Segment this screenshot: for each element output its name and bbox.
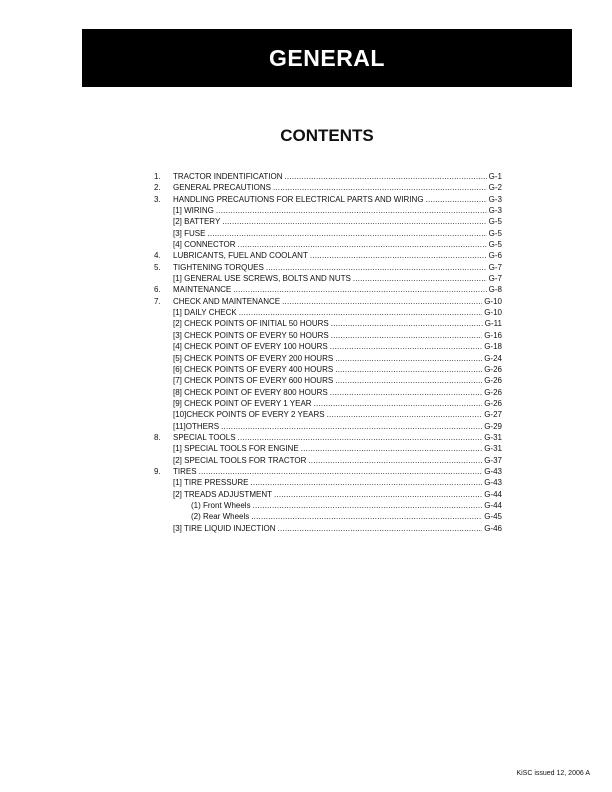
toc-dot-leader	[274, 489, 482, 500]
toc-entry[interactable]	[154, 353, 502, 364]
toc-page-number: G-27	[484, 410, 502, 420]
toc-dot-leader	[238, 239, 487, 250]
toc-entry-title: [1] TIRE PRESSURE	[173, 478, 249, 488]
toc-entry-number: 2.	[154, 183, 161, 193]
toc-entry-number: 9.	[154, 466, 161, 476]
toc-page-number: G-46	[484, 523, 502, 533]
toc-dot-leader	[301, 443, 483, 454]
toc-entry-title: [2] CHECK POINTS OF INITIAL 50 HOURS	[173, 319, 329, 329]
toc-entry-title: [8] CHECK POINT OF EVERY 800 HOURS	[173, 387, 328, 397]
section-banner	[82, 29, 572, 87]
toc-dot-leader	[284, 171, 486, 182]
toc-dot-leader	[216, 205, 487, 216]
toc-entry[interactable]	[154, 443, 502, 454]
toc-dot-leader	[251, 511, 482, 522]
section-title: GENERAL	[269, 44, 385, 71]
toc-entry[interactable]	[154, 262, 502, 273]
toc-page-number: G-10	[484, 296, 502, 306]
toc-entry[interactable]	[154, 284, 502, 295]
toc-page-number: G-5	[488, 217, 502, 227]
toc-dot-leader	[335, 353, 482, 364]
toc-dot-leader	[278, 523, 483, 534]
toc-dot-leader	[221, 421, 482, 432]
toc-entry-title: [7] CHECK POINTS OF EVERY 600 HOURS	[173, 376, 334, 386]
toc-entry[interactable]	[154, 205, 502, 216]
toc-entry[interactable]	[154, 341, 502, 352]
toc-entry[interactable]	[154, 466, 502, 477]
toc-entry-title: TIRES	[173, 466, 197, 476]
toc-dot-leader	[222, 216, 486, 227]
toc-page-number: G-26	[484, 387, 502, 397]
toc-entry-number: 8.	[154, 432, 161, 442]
toc-page-number: G-43	[484, 466, 502, 476]
toc-entry-title: GENERAL PRECAUTIONS	[173, 183, 271, 193]
toc-page-number: G-31	[484, 444, 502, 454]
toc-entry-title: [9] CHECK POINT OF EVERY 1 YEAR	[173, 398, 312, 408]
toc-entry-number: 1.	[154, 172, 161, 181]
toc-entry-title: [2] TREADS ADJUSTMENT	[173, 489, 272, 499]
toc-entry-title: (2) Rear Wheels	[191, 512, 250, 522]
toc-page-number: G-8	[488, 285, 502, 295]
toc-entry[interactable]	[154, 250, 502, 261]
toc-dot-leader	[331, 330, 482, 341]
toc-page-number: G-16	[484, 330, 502, 340]
toc-entry[interactable]	[154, 523, 502, 534]
toc-entry[interactable]	[154, 296, 502, 307]
toc-entry-title: SPECIAL TOOLS	[173, 432, 236, 442]
toc-page-number: G-7	[488, 262, 502, 272]
toc-entry-title: [1] DAILY CHECK	[173, 308, 237, 318]
toc-dot-leader	[335, 375, 482, 386]
toc-dot-leader	[308, 455, 482, 466]
toc-dot-leader	[314, 398, 483, 409]
toc-entry[interactable]	[154, 318, 502, 329]
toc-entry-title: [3] TIRE LIQUID INJECTION	[173, 523, 276, 533]
toc-page-number: G-3	[488, 206, 502, 216]
toc-entry[interactable]	[154, 330, 502, 341]
toc-dot-leader	[233, 284, 486, 295]
toc-entry-title: [1] SPECIAL TOOLS FOR ENGINE	[173, 444, 299, 454]
toc-entry[interactable]	[154, 398, 502, 409]
toc-page-number: G-1	[488, 172, 502, 181]
toc-page-number: G-45	[484, 512, 502, 522]
toc-dot-leader	[282, 296, 482, 307]
toc-entry-title: [4] CONNECTOR	[173, 240, 236, 250]
toc-page-number: G-5	[488, 228, 502, 238]
toc-entry-number: 7.	[154, 296, 161, 306]
table-of-contents	[154, 171, 502, 534]
toc-entry-title: TIGHTENING TORQUES	[173, 262, 264, 272]
toc-page-number: G-31	[484, 432, 502, 442]
toc-entry[interactable]	[154, 216, 502, 227]
toc-dot-leader	[327, 409, 483, 420]
toc-entry-title: [2] SPECIAL TOOLS FOR TRACTOR	[173, 455, 307, 465]
footer-issue-note: KiSC issued 12, 2006 A	[516, 770, 590, 777]
toc-entry[interactable]	[154, 511, 502, 522]
toc-entry-title: [4] CHECK POINT OF EVERY 100 HOURS	[173, 342, 328, 352]
toc-entry[interactable]	[154, 432, 502, 443]
toc-entry[interactable]	[154, 489, 502, 500]
toc-entry-number: 4.	[154, 251, 161, 261]
toc-page-number: G-7	[488, 274, 502, 284]
toc-entry-title: [10]CHECK POINTS OF EVERY 2 YEARS	[173, 410, 325, 420]
toc-page-number: G-44	[484, 500, 502, 510]
toc-entry[interactable]	[154, 455, 502, 466]
toc-entry-number: 5.	[154, 262, 161, 272]
toc-entry-title: [1] WIRING	[173, 206, 214, 216]
toc-entry-number: 3.	[154, 194, 161, 204]
toc-entry[interactable]	[154, 194, 502, 205]
toc-page-number: G-6	[488, 251, 502, 261]
toc-dot-leader	[207, 228, 486, 239]
toc-page-number: G-5	[488, 240, 502, 250]
toc-entry[interactable]	[154, 228, 502, 239]
toc-dot-leader	[353, 273, 487, 284]
toc-entry-title: [11]OTHERS	[173, 421, 220, 431]
toc-dot-leader	[331, 318, 483, 329]
toc-page-number: G-24	[484, 353, 502, 363]
toc-entry-title: [1] GENERAL USE SCREWS, BOLTS AND NUTS	[173, 274, 351, 284]
toc-dot-leader	[238, 432, 483, 443]
toc-page-number: G-10	[484, 308, 502, 318]
toc-dot-leader	[266, 262, 487, 273]
toc-entry-number: 6.	[154, 285, 161, 295]
toc-entry[interactable]	[154, 375, 502, 386]
toc-entry[interactable]	[154, 421, 502, 432]
toc-entry[interactable]	[154, 307, 502, 318]
toc-entry-title: [3] FUSE	[173, 228, 206, 238]
contents-heading: CONTENTS	[280, 126, 374, 145]
toc-entry[interactable]	[154, 364, 502, 375]
toc-dot-leader	[310, 250, 487, 261]
toc-entry[interactable]	[154, 387, 502, 398]
toc-entry[interactable]	[154, 273, 502, 284]
toc-entry-title: HANDLING PRECAUTIONS FOR ELECTRICAL PARTS AND WIRING	[173, 194, 424, 204]
toc-page-number: G-43	[484, 478, 502, 488]
toc-entry-title: TRACTOR INDENTIFICATION	[173, 172, 283, 181]
toc-entry-title: CHECK AND MAINTENANCE	[173, 296, 281, 306]
toc-entry[interactable]	[154, 409, 502, 420]
toc-entry-title: [3] CHECK POINTS OF EVERY 50 HOURS	[173, 330, 329, 340]
toc-dot-leader	[250, 477, 482, 488]
toc-dot-leader	[335, 364, 482, 375]
toc-page-number: G-29	[484, 421, 502, 431]
toc-entry-title: LUBRICANTS, FUEL AND COOLANT	[173, 251, 308, 261]
toc-page-number: G-3	[488, 194, 502, 204]
toc-entry-title: MAINTENANCE	[173, 285, 232, 295]
toc-entry-title: [5] CHECK POINTS OF EVERY 200 HOURS	[173, 353, 334, 363]
toc-page-number: G-26	[484, 364, 502, 374]
toc-entry[interactable]	[154, 239, 502, 250]
toc-dot-leader	[330, 387, 482, 398]
toc-page-number: G-11	[484, 319, 502, 329]
toc-page-number: G-18	[484, 342, 502, 352]
toc-dot-leader	[426, 194, 487, 205]
toc-entry-title: (1) Front Wheels	[191, 500, 251, 510]
toc-entry[interactable]	[154, 171, 502, 182]
toc-page-number: G-37	[484, 455, 502, 465]
toc-page-number: G-26	[484, 398, 502, 408]
toc-dot-leader	[330, 341, 482, 352]
toc-page-number: G-26	[484, 376, 502, 386]
toc-dot-leader	[273, 182, 487, 193]
toc-page-number: G-2	[488, 183, 502, 193]
toc-entry-title: [2] BATTERY	[173, 217, 221, 227]
toc-page-number: G-44	[484, 489, 502, 499]
toc-dot-leader	[239, 307, 482, 318]
toc-dot-leader	[199, 466, 483, 477]
toc-dot-leader	[253, 500, 483, 511]
toc-entry[interactable]	[154, 500, 502, 511]
toc-entry[interactable]	[154, 182, 502, 193]
toc-entry-title: [6] CHECK POINTS OF EVERY 400 HOURS	[173, 364, 334, 374]
toc-entry[interactable]	[154, 477, 502, 488]
